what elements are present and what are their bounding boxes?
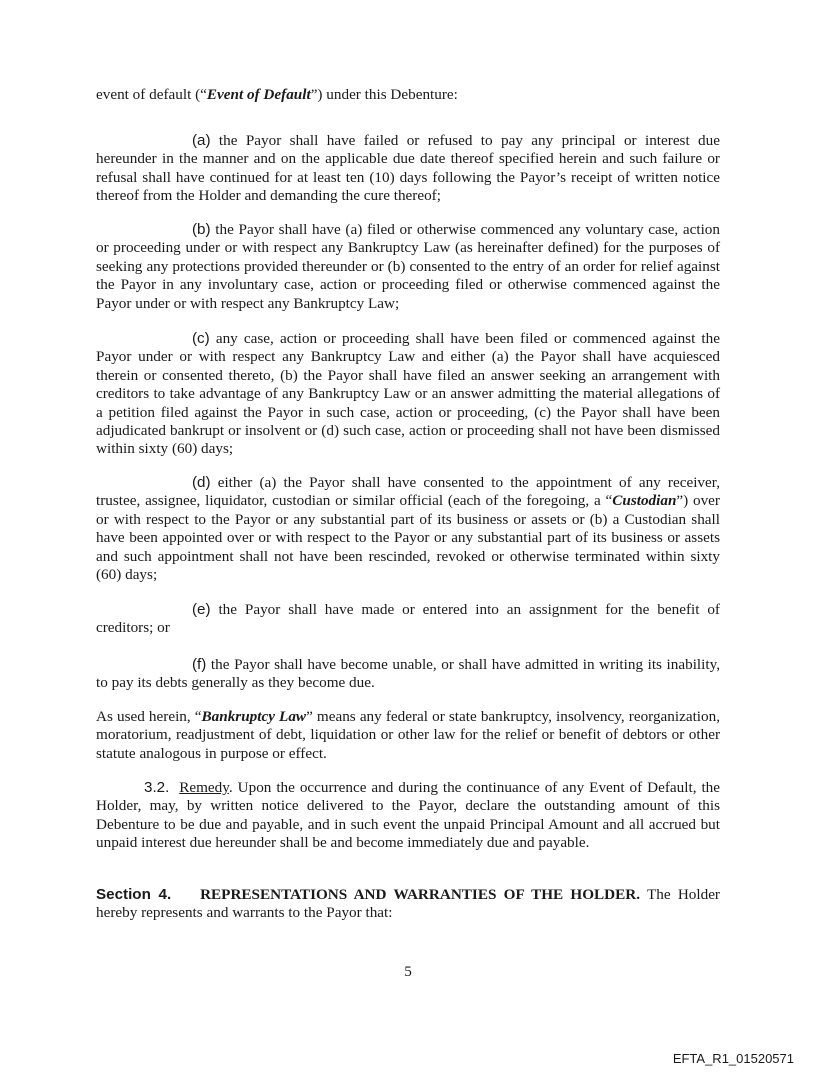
defined-term-event-of-default: Event of Default bbox=[206, 86, 311, 103]
item-b-text: the Payor shall have (a) filed or otherwise commenced any voluntary case, action or proceeding under or with respect any Bankruptcy Law (as hereinafter defined) for the purposes of seeking any protections provided thereunder or (b) consented to the entry of an order for relief against the Payor in any involuntary case, action or proceeding filed or otherwise commenced against the Payor under or with respect any Bankruptcy Law; bbox=[96, 221, 720, 312]
item-c-text: any case, action or proceeding shall have been filed or commenced against the Payor under or with respect any Bankruptcy Law and either (a) the Payor shall have acquiesced therein or consented thereto, (b) the Payor shall have filed an answer seeking an arrangement with creditors to take advantage of any Bankruptcy Law or an answer admitting the material allegations of a petition filed against the Payor in such case, action or proceeding, (c) the Payor shall have been adjudicated bankrupt or insolvent or (d) such case, action or proceeding shall not have been dismissed within sixty (60) days; bbox=[96, 330, 720, 458]
section-4-heading: REPRESENTATIONS AND WARRANTIES OF THE HOLDER. bbox=[200, 886, 641, 903]
section-4-paragraph bbox=[96, 886, 720, 923]
document-id: EFTA_R1_01520571 bbox=[672, 1051, 794, 1066]
item-d-label: (d) bbox=[192, 474, 211, 491]
item-f-text: the Payor shall have become unable, or shall have admitted in writing its inability, to pay its debts generally as they become due. bbox=[96, 656, 720, 692]
item-f-paragraph bbox=[96, 656, 720, 693]
section-4-label: Section 4. bbox=[96, 886, 172, 903]
remedy-number: 3.2. bbox=[144, 779, 170, 796]
remedy-heading: Remedy bbox=[179, 779, 229, 796]
intro-text: event of default (“ bbox=[96, 86, 207, 103]
item-e-text: the Payor shall have made or entered into an assignment for the benefit of creditors; or bbox=[96, 601, 720, 637]
item-b-label: (b) bbox=[192, 221, 211, 238]
item-d-paragraph bbox=[96, 474, 720, 584]
intro-paragraph bbox=[96, 86, 720, 104]
item-e-label: (e) bbox=[192, 601, 211, 618]
defined-term-bankruptcy-law: Bankruptcy Law bbox=[201, 708, 307, 725]
bankruptcy-definition-paragraph bbox=[96, 708, 720, 763]
remedy-paragraph bbox=[96, 779, 720, 853]
remedy-text: . Upon the occurrence and during the continuance of any Event of Default, the Holder, may, by written notice delivered to the Payor, declare the outstanding amount of this Debenture to be due and payable, and in such event the unpaid Principal Amount and all accrued but unpaid interest due hereunder shall be and become immediately due and payable. bbox=[96, 779, 720, 852]
item-d-text: either (a) the Payor shall have consented to the appointment of any receiver, trustee, assignee, liquidator, custodian or similar official (each of the foregoing, a “ bbox=[96, 474, 720, 510]
item-c-paragraph bbox=[96, 330, 720, 459]
item-c-label: (c) bbox=[192, 330, 210, 347]
defined-term-custodian: Custodian bbox=[612, 492, 677, 510]
section-4-text: The Holder hereby represents and warrants to the Payor that: bbox=[96, 886, 720, 922]
bankruptcy-def-text: As used herein, “ bbox=[96, 708, 202, 725]
item-b-paragraph bbox=[96, 221, 720, 313]
intro-text-end: ”) under this Debenture: bbox=[310, 86, 458, 103]
item-e-paragraph bbox=[96, 601, 720, 638]
bankruptcy-def-text-end: ” means any federal or state bankruptcy, insolvency, reorganization, moratorium, readjustment of debt, liquidation or other law for the relief or benefit of debtors or other statute analogous in purpose or effect. bbox=[96, 708, 720, 762]
item-a-label: (a) bbox=[192, 132, 211, 149]
item-f-label: (f) bbox=[192, 656, 207, 673]
item-d-text-end: ”) over or with respect to the Payor or any substantial part of its business or assets or (b) a Custodian shall have been appointed over or with respect to the Payor or any substantial part of its business or assets and such appointment shall not have been rescinded, revoked or otherwise terminated within sixty (60) days; bbox=[96, 492, 720, 584]
item-a-paragraph bbox=[96, 132, 720, 206]
item-a-text: the Payor shall have failed or refused to pay any principal or interest due hereunder in the manner and on the applicable due date thereof specified herein and such failure or refusal shall have continued for at least ten (10) days following the Payor’s receipt of written notice thereof from the Holder and demanding the cure thereof; bbox=[96, 132, 720, 205]
page-number: 5 bbox=[404, 963, 412, 980]
